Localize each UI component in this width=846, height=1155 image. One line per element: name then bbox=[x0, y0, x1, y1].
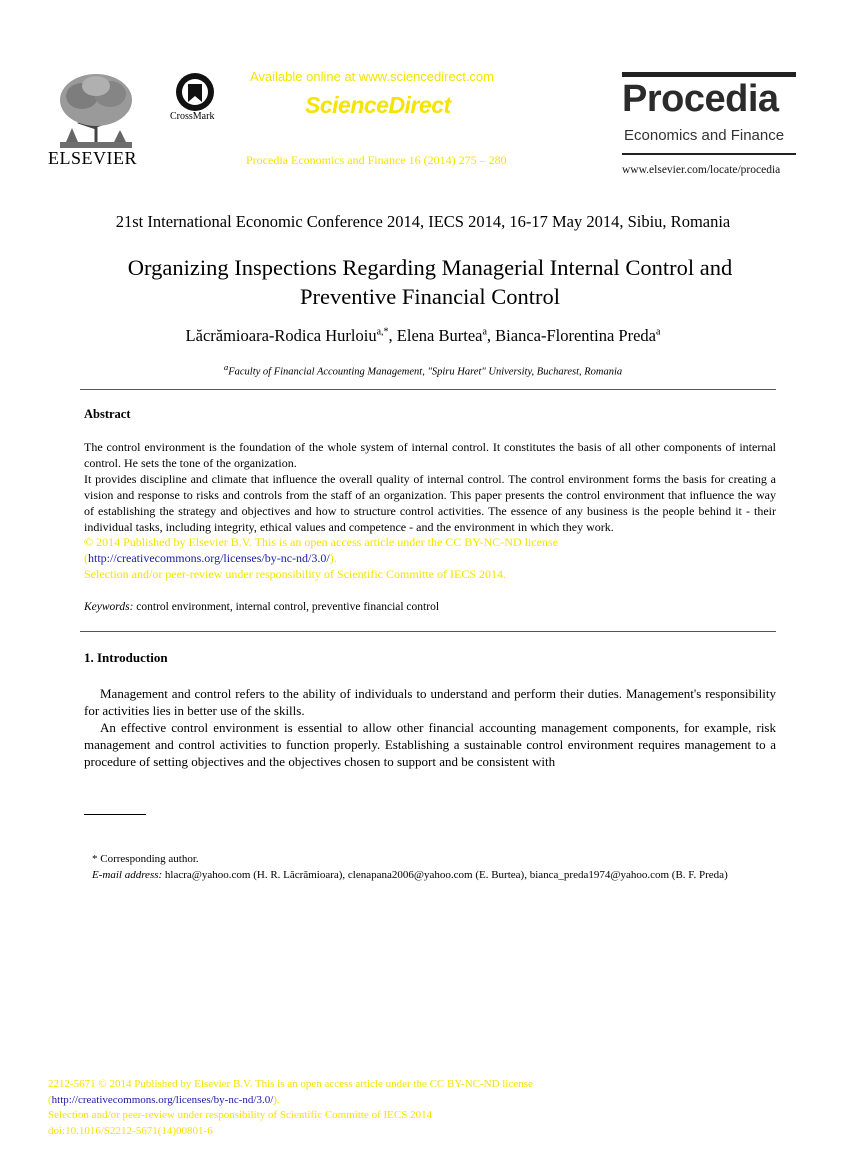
footnote bbox=[84, 852, 776, 883]
abstract-paragraph-2: It provides discipline and climate that influence the overall quality of internal control. The control environment forms the basis for creating a vision and response to risks and controls from the staff of an organization. This paper presents the control environment that influence the way of establishing the strategy and objectives and how to structure control activities. The essence of any business is the people behind it - their individual tasks, including integrity, ethical values and competence - and the environment in which they work. bbox=[84, 472, 776, 534]
abstract-top-rule bbox=[80, 389, 776, 390]
affiliation-text: Faculty of Financial Accounting Management, "Spiru Haret" University, Bucharest, Romania bbox=[228, 366, 623, 378]
procedia-top-rule bbox=[622, 72, 796, 77]
footer-issn-line: 2212-5671 © 2014 Published by Elsevier B.V. This is an open access article under the CC BY-NC-ND license bbox=[48, 1078, 533, 1090]
crossmark-icon[interactable] bbox=[175, 72, 215, 112]
procedia-logo-subtitle: Economics and Finance bbox=[624, 127, 785, 144]
author-2: , Elena Burtea bbox=[388, 326, 483, 345]
license-link[interactable]: http://creativecommons.org/licenses/by-nc-nd/3.0/ bbox=[88, 551, 330, 565]
procedia-bottom-rule bbox=[622, 153, 796, 155]
keywords-text: control environment, internal control, preventive financial control bbox=[133, 601, 440, 613]
abstract-paragraph-1: The control environment is the foundation of the whole system of internal control. It constitutes the basis of all other components of internal control. He sets the tone of the organization. bbox=[84, 440, 776, 470]
paper-title bbox=[60, 253, 800, 311]
conference-line: 21st International Economic Conference 2014, IECS 2014, 16-17 May 2014, Sibiu, Romania bbox=[115, 212, 731, 231]
footer-close-paren: ). bbox=[273, 1093, 280, 1106]
footer-open-paren: ( bbox=[48, 1093, 52, 1106]
affiliation-sup: a bbox=[223, 362, 229, 372]
abstract-license-link-line bbox=[84, 550, 776, 566]
intro-paragraph-1: Management and control refers to the ability of individuals to understand and perform their duties. Management's responsibility for activities lies in better use of the skills. bbox=[84, 686, 776, 718]
intro-paragraph-2: An effective control environment is essential to allow other financial accounting management components, for example, risk management and control activities to function properly. Establishing a sustainable control environment requires management to a procedure of setting objectives and the objectives chosen to support and be consistent with bbox=[84, 720, 776, 769]
procedia-logo-title: Procedia bbox=[622, 78, 779, 120]
email-text: hlacra@yahoo.com (H. R. Lăcrămioara), clenapana2006@yahoo.com (E. Burtea), bianca_preda1974@yahoo.com (B. F. Preda) bbox=[162, 868, 728, 881]
footnote-rule bbox=[84, 814, 146, 815]
author-1: Lăcrămioara-Rodica Hurloiu bbox=[185, 326, 377, 345]
introduction-body bbox=[84, 685, 776, 770]
email-addresses bbox=[84, 868, 776, 884]
paper-title-line-1: Organizing Inspections Regarding Managerial Internal Control and bbox=[127, 255, 733, 280]
author-3-sup: a bbox=[656, 326, 661, 338]
footer-license-link[interactable]: http://creativecommons.org/licenses/by-nc-nd/3.0/ bbox=[51, 1093, 274, 1106]
keywords-label: Keywords: bbox=[84, 601, 134, 613]
footer-peer-review: Selection and/or peer-review under responsibility of Scientific Committe of IECS 2014 bbox=[48, 1109, 433, 1121]
author-3: , Bianca-Florentina Preda bbox=[486, 326, 656, 345]
affiliation bbox=[0, 362, 846, 378]
page-footer bbox=[48, 1077, 533, 1139]
abstract-heading: Abstract bbox=[84, 407, 131, 421]
license-open-paren: ( bbox=[84, 551, 88, 565]
procedia-url[interactable]: www.elsevier.com/locate/procedia bbox=[622, 164, 781, 176]
license-close-paren: ). bbox=[329, 551, 337, 565]
author-1-sup: a,* bbox=[376, 326, 389, 338]
author-list bbox=[0, 326, 846, 346]
footer-doi[interactable]: doi:10.1016/S2212-5671(14)00801-6 bbox=[48, 1124, 213, 1137]
publisher-name: ELSEVIER bbox=[48, 148, 137, 168]
corresponding-author: * Corresponding author. bbox=[92, 853, 199, 865]
paper-title-line-2: Preventive Financial Control bbox=[300, 284, 560, 309]
abstract-license: © 2014 Published by Elsevier B.V. This is an open access article under the CC BY-NC-ND license bbox=[84, 535, 558, 549]
crossmark-label: CrossMark bbox=[170, 111, 215, 122]
section-heading-introduction: 1. Introduction bbox=[84, 650, 168, 665]
sciencedirect-logo[interactable]: ScienceDirect bbox=[305, 92, 451, 118]
author-2-sup: a bbox=[482, 326, 487, 338]
available-online-link[interactable]: Available online at www.sciencedirect.com bbox=[250, 69, 494, 84]
abstract-peer-review: Selection and/or peer-review under responsibility of Scientific Committe of IECS 2014. bbox=[84, 567, 506, 581]
journal-reference: Procedia Economics and Finance 16 (2014) 275 – 280 bbox=[246, 153, 507, 167]
abstract-body bbox=[84, 439, 776, 582]
email-label: E-mail address: bbox=[92, 868, 163, 881]
footer-license-link-line bbox=[48, 1093, 533, 1109]
keywords bbox=[84, 601, 439, 613]
abstract-bottom-rule bbox=[80, 631, 776, 632]
